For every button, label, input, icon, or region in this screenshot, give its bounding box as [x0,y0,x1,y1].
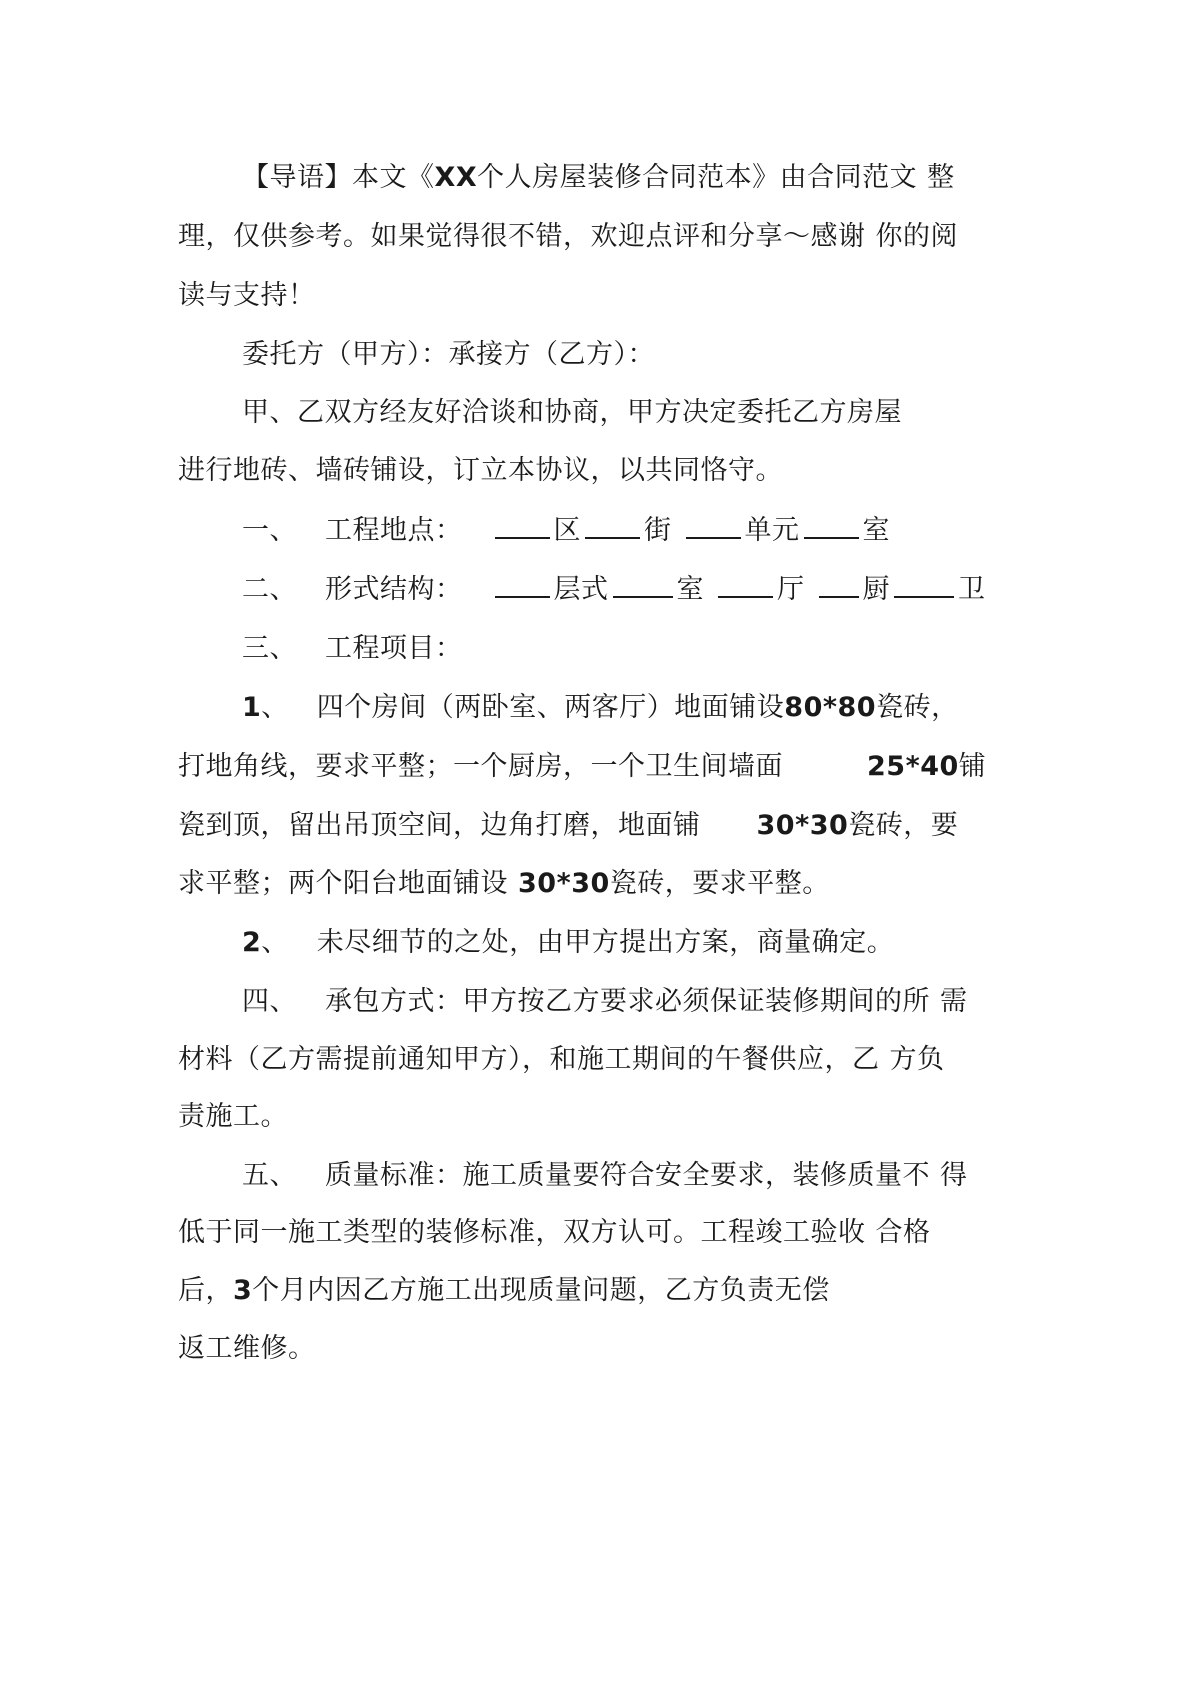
section-5-line-4 [178,1329,1038,1369]
item-text: 打地角线，要求平整；一个厨房，一个卫生间墙面 [178,751,783,782]
tile-size: 30*30 [518,868,610,899]
section-text: 材料（乙方需提前通知甲方），和施工期间的午餐供应，乙 [178,1044,880,1075]
section-4-line-1 [242,982,1102,1022]
item-text: 瓷砖，要 [848,810,959,841]
section-text: 需 [940,986,968,1017]
parties-text: 委托方（甲方）：承接方（乙方）： [242,339,655,370]
section-5-line-2 [178,1213,1038,1253]
item-1-line-2 [178,747,1038,787]
tile-size: 80*80 [784,692,877,723]
section-number: 三、 [242,633,297,664]
intro-text: 个人房屋装修合同范本》由合同范文 [477,162,918,193]
intro-text: 整 [927,162,955,193]
item-separator: 、 [261,692,289,723]
unit-label: 室 [676,574,704,605]
section-number: 二、 [242,574,297,605]
section-label: 工程地点： [325,515,463,546]
preamble-text: 进行地砖、墙砖铺设，订立本协议，以共同恪守。 [178,455,783,486]
unit-label: 街 [644,515,672,546]
unit-label: 层式 [553,574,609,605]
tile-size: 30*30 [756,810,849,841]
section-5-line-1 [242,1156,1102,1196]
section-label: 工程项目： [325,633,463,664]
section-1-location [242,511,1102,551]
section-label: 形式结构： [325,574,463,605]
blank-field [718,570,773,598]
item-text: 瓷砖， [876,692,959,723]
preamble-line-2 [178,451,1038,491]
section-4-line-2 [178,1040,1038,1080]
blank-field [495,511,550,539]
section-3-heading [242,629,1102,669]
intro-line-3 [178,276,1038,316]
unit-label: 单元 [744,515,800,546]
blank-field [613,570,673,598]
section-text: 低于同一施工类型的装修标准，双方认可。工程竣工验收 [178,1217,866,1248]
item-separator: 、 [261,927,289,958]
blank-field [819,570,859,598]
item-text: 铺 [958,751,987,782]
section-text: 方负 [889,1044,945,1075]
intro-line-1 [242,158,1102,198]
month-count: 3 [233,1275,253,1306]
item-number: 2 [242,927,262,958]
item-1-line-1 [242,688,1102,728]
section-text: 得 [940,1160,968,1191]
section-number: 五、 [242,1160,297,1191]
section-text: 合格 [875,1217,931,1248]
tile-size: 25*40 [867,751,959,782]
unit-label: 厨 [862,574,890,605]
section-5-line-3 [178,1271,1038,1311]
item-1-line-4 [178,864,1038,904]
blank-field [804,511,859,539]
unit-label: 区 [553,515,581,546]
section-text: 个月内因乙方施工出现质量问题，乙方负责无偿 [252,1275,830,1306]
section-4-line-3 [178,1097,1038,1137]
unit-label: 卫 [958,574,986,605]
section-text: 责施工。 [178,1101,288,1132]
blank-field [585,511,640,539]
item-2-line [242,923,1102,963]
parties-line [242,335,1102,375]
section-text: 承包方式：甲方按乙方要求必须保证装修期间的所 [325,986,930,1017]
intro-text: 理，仅供参考。如果觉得很不错，欢迎点评和分享～感谢 [178,221,866,252]
item-number: 1 [242,692,262,723]
preamble-text: 甲、乙双方经友好洽谈和协商，甲方决定委托乙方房屋 [242,397,902,428]
item-text: 瓷砖，要求平整。 [609,868,830,899]
intro-text: 【导语】本文《 [242,162,435,193]
section-text: 返工维修。 [178,1333,316,1364]
section-2-structure [242,570,1102,610]
item-text: 求平整；两个阳台地面铺设 [178,868,508,899]
blank-field [495,570,550,598]
blank-field [894,570,954,598]
section-text: 质量标准：施工质量要符合安全要求，装修质量不 [325,1160,930,1191]
blank-field [686,511,741,539]
section-number: 四、 [242,986,297,1017]
unit-label: 厅 [777,574,805,605]
section-number: 一、 [242,515,297,546]
item-text: 四个房间（两卧室、两客厅）地面铺设 [316,692,785,723]
intro-xx: XX [434,162,478,193]
intro-line-2 [178,217,1038,257]
intro-text: 你的阅 [875,221,958,252]
preamble-line-1 [242,393,1102,433]
item-1-line-3 [178,806,1038,846]
item-text: 瓷到顶，留出吊顶空间，边角打磨，地面铺 [178,810,701,841]
unit-label: 室 [862,515,890,546]
intro-text: 读与支持！ [178,280,316,311]
item-text: 未尽细节的之处，由甲方提出方案，商量确定。 [316,927,895,958]
section-text: 后， [178,1275,233,1306]
